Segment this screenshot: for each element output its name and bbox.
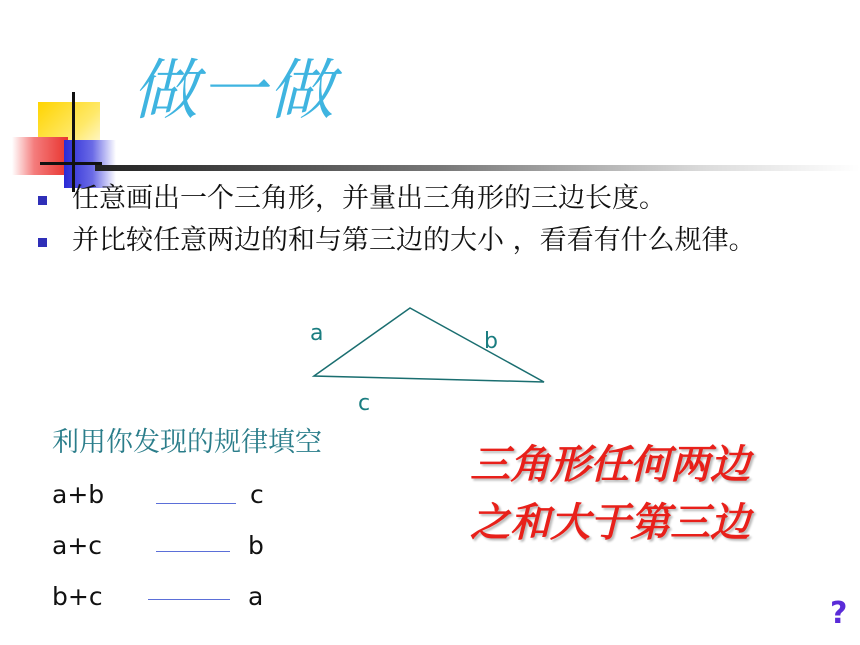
bullet-text: 并比较任意两边的和与第三边的大小 ，看看有什么规律。	[72, 225, 756, 256]
answer-blank[interactable]	[156, 503, 236, 504]
row-expression: a+b	[52, 480, 105, 509]
decor-red-square	[12, 137, 68, 175]
answer-blank[interactable]	[156, 551, 230, 552]
decor-vertical-line	[72, 92, 75, 192]
bullet-text: 任意画出一个三角形，并量出三角形的三边长度。	[72, 183, 666, 214]
bullet-item	[38, 224, 828, 257]
rule-answer	[430, 436, 790, 552]
answer-line: 三角形任何两边	[470, 442, 750, 488]
bullet-item	[38, 182, 828, 215]
fill-in-prompt: 利用你发现的规律填空	[52, 427, 322, 458]
side-b-label: b	[484, 329, 498, 354]
side-a-label: a	[310, 321, 324, 346]
square-bullet-icon	[38, 196, 47, 205]
triangle-diagram	[300, 300, 560, 420]
side-c-label: c	[358, 391, 371, 416]
row-side: b	[248, 531, 264, 560]
bullet-list	[38, 182, 828, 266]
decor-horizontal-line	[40, 162, 102, 165]
row-side: a	[248, 582, 264, 611]
square-bullet-icon	[38, 238, 47, 247]
row-expression: a+c	[52, 531, 103, 560]
row-side: c	[250, 480, 264, 509]
row-expression: b+c	[52, 582, 103, 611]
title-underline	[95, 165, 860, 171]
triangle-shape	[314, 308, 544, 382]
help-question-button[interactable]: ?	[830, 596, 848, 631]
answer-blank[interactable]	[148, 599, 230, 600]
slide-title: 做一做	[132, 52, 336, 129]
answer-line: 之和大于第三边	[470, 500, 750, 546]
